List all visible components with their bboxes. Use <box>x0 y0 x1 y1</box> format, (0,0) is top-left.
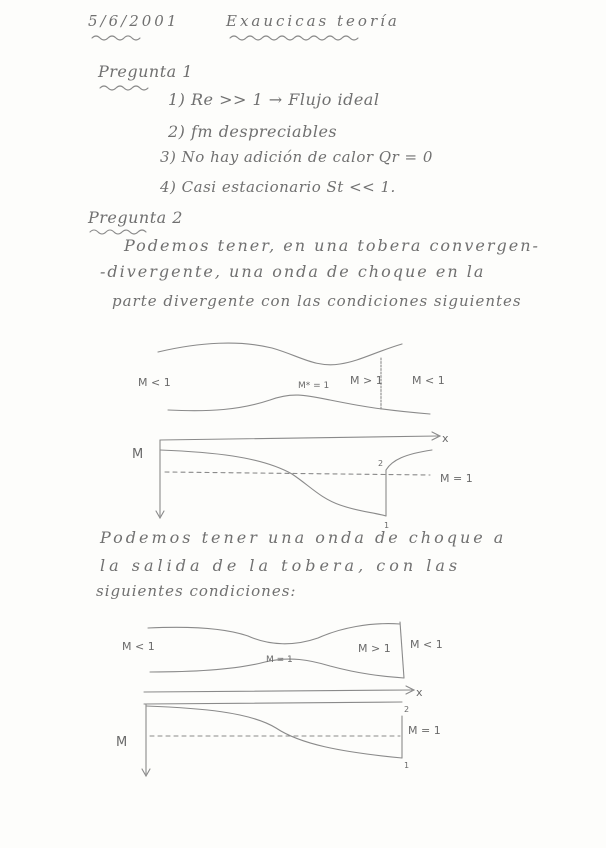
graph2-curve <box>146 706 402 758</box>
graph1-curve <box>160 450 386 516</box>
d1-m-equals-1: M = 1 <box>440 472 473 485</box>
paragraph2-line: la salida de la tobera, con las <box>100 556 462 575</box>
graph1-x-axis <box>160 436 438 440</box>
graph1-after-shock <box>386 450 432 470</box>
graph1-dashed-m1 <box>165 472 430 475</box>
d1-axis-x: x <box>442 432 449 445</box>
title-underline <box>230 36 358 40</box>
pregunta1-item: 3) No hay adición de calor Qr = 0 <box>160 148 433 166</box>
d2-mark-1: 1 <box>404 761 410 770</box>
pregunta1-item: 2) fm despreciables <box>168 122 338 141</box>
graph2-top-line <box>144 702 402 704</box>
pregunta1-item: 1) Re >> 1 → Flujo ideal <box>168 90 380 109</box>
paragraph1-line: -divergente, una onda de choque en la <box>100 262 486 281</box>
pregunta1-underline <box>100 86 148 90</box>
pregunta2-title: Pregunta 2 <box>88 208 183 227</box>
pregunta1-title: Pregunta 1 <box>98 62 193 81</box>
pregunta2-underline <box>90 230 146 234</box>
d2-label-right: M < 1 <box>410 638 443 651</box>
header-title: Exaucicas teoría <box>226 12 400 30</box>
nozzle2-top-wall <box>148 624 400 644</box>
d2-label-left: M < 1 <box>122 640 155 653</box>
d2-m-equals-1: M = 1 <box>408 724 441 737</box>
d2-axis-x: x <box>416 686 423 699</box>
d2-mark-2: 2 <box>404 705 410 714</box>
paragraph1-line: parte divergente con las condiciones siguientes <box>112 292 522 310</box>
graph2-x-axis <box>144 690 412 692</box>
nozzle1-top-wall <box>158 343 402 365</box>
d1-axis-m: M <box>132 447 144 462</box>
paragraph1-line: Podemos tener, en una tobera convergen- <box>124 236 540 255</box>
paragraph2-line: Podemos tener una onda de choque a <box>100 528 507 547</box>
date-underline <box>92 36 140 40</box>
d2-label-throat: M = 1 <box>266 655 293 665</box>
pregunta1-item: 4) Casi estacionario St << 1. <box>160 178 396 196</box>
d1-mark-2: 2 <box>378 459 384 468</box>
header-date: 5/6/2001 <box>88 12 180 30</box>
d2-label-after-throat: M > 1 <box>358 642 391 655</box>
d1-label-left: M < 1 <box>138 376 171 389</box>
d1-label-right: M < 1 <box>412 374 445 387</box>
d1-label-after-throat: M > 1 <box>350 374 383 387</box>
d1-mark-1: 1 <box>384 521 390 530</box>
d1-label-throat: M* = 1 <box>298 381 330 391</box>
nozzle2-shock-line <box>400 622 404 678</box>
paragraph2-line: siguientes condiciones: <box>96 582 297 600</box>
nozzle1-bottom-wall <box>168 395 430 414</box>
d2-axis-m: M <box>116 735 128 750</box>
